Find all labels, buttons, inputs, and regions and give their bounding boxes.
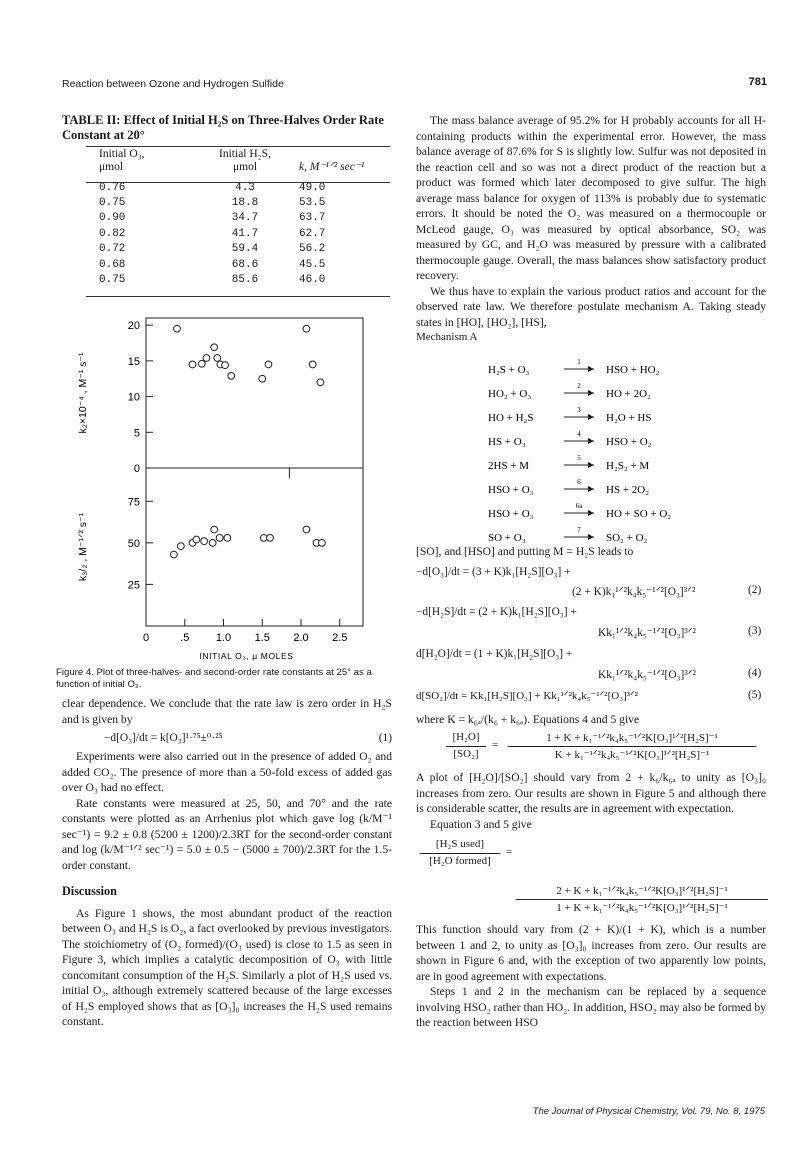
data-point-k32 <box>319 539 326 546</box>
arrow-head <box>588 462 594 468</box>
arrow-head <box>588 534 594 540</box>
y-tick-label: 75 <box>127 496 140 509</box>
left-para-1: clear dependence. We conclude that the rate law is zero order in H₂S and is given by <box>62 697 392 726</box>
step-number: 6a <box>575 502 583 510</box>
table-row <box>93 272 399 287</box>
data-point-k2 <box>214 355 221 362</box>
table-cell: 41.7 <box>231 227 259 240</box>
table-cell: 0.72 <box>99 243 126 256</box>
table-cell: 4.3 <box>235 181 255 194</box>
table-cell: 34.7 <box>231 212 259 225</box>
data-point-k2 <box>189 361 196 368</box>
table-cell: 0.68 <box>99 258 126 271</box>
table-cell: 59.4 <box>231 243 259 256</box>
arrow-head <box>588 366 594 372</box>
mechanism-reactants: 2HS + M <box>488 460 530 472</box>
data-point-k32 <box>303 526 310 533</box>
mechanism-reactants: HSO + O₃ <box>488 484 534 496</box>
table-row <box>93 257 399 272</box>
data-point-k2 <box>303 325 310 332</box>
left-para-2: Experiments were also carried out in the presence of added O₂ and added CO₂. The presence of more than a 50-fold excess of added gas over O₃ had no effect. <box>62 750 392 794</box>
x-axis-label: INITIAL O₃, μ MOLES <box>199 651 294 661</box>
mechanism-products: HO + 2O₂ <box>606 388 651 400</box>
table-mid-rule <box>86 182 390 183</box>
x-tick-label: 1.5 <box>254 632 270 644</box>
table-row <box>93 195 399 210</box>
col-head-h2s: Initial H₂S, μmol <box>219 148 271 173</box>
table-cell: 49.0 <box>299 181 326 194</box>
mechanism-products: HS + 2O₂ <box>606 484 650 496</box>
y-axis-label-k32: k₃/₂ , M⁻¹ᐟ² s⁻¹ <box>77 512 89 582</box>
data-point-k2 <box>265 361 272 368</box>
y-tick-label: 50 <box>127 537 140 550</box>
table-cell: 0.90 <box>99 212 126 225</box>
left-column <box>62 696 392 1030</box>
mechanism-products: H₂O + HS <box>606 412 652 424</box>
equation-3-line1: −d[H₂S]/dt = (2 + K)k₁[H₂S][O₃] + <box>416 606 577 618</box>
right-para-6: This function should vary from (2 + K)/(1 + K), which is a number between 1 and 2, to unity as [O₃]₀ increases from zero. Our results are shown in Figure 6 and, with the exception of two apparently low points, are in good agreement with expectations. Steps 1 and 2 in the mechanism can be replaced by a sequence involving HSO₂ rather than HO₂. In addition, HSO₂ may also be formed by the reaction between HSO <box>416 923 766 1029</box>
data-point-k2 <box>222 362 229 369</box>
y-tick-label: 15 <box>127 355 140 368</box>
section-heading: Discussion <box>62 884 117 898</box>
table-title: TABLE II: Effect of Initial H₂S on Three-Halves Order Rate Constant at 20° <box>62 113 384 142</box>
arrow-head <box>588 390 594 396</box>
equation-5-number: (5) <box>748 689 762 701</box>
data-point-k32 <box>267 534 274 541</box>
mechanism-products: SO₂ + O₂ <box>606 532 648 544</box>
equation-3-number: (3) <box>748 625 762 637</box>
table-cell: 0.82 <box>99 227 126 240</box>
equation-2-line1: −d[O₃]/dt = (3 + K)k₁[H₂S][O₃] + <box>416 566 571 578</box>
page-number: 781 <box>748 76 767 88</box>
data-point-k32 <box>177 543 184 550</box>
table-cell: 0.75 <box>99 274 126 287</box>
left-para-3: Rate constants were measured at 25, 50, and 70° and the rate constants were plotted as an Arrhenius plot which gave log (k/M⁻¹ sec⁻¹) = 9.2 ± 0.8 (5200 ± 1200)/2.3RT for the second-order constant and log (k/M⁻¹ᐟ² sec⁻¹) = 5.0 ± 0.5 − (5000 ± 700)/2.3RT for the 1.5-order constant. <box>62 796 392 872</box>
table-bottom-rule <box>86 296 390 297</box>
right-para-4: where K = k₆ₐ/(k₆ + k₆ₐ). Equations 4 and 5 give <box>416 713 640 726</box>
step-number: 2 <box>577 382 581 390</box>
data-point-k32 <box>201 538 208 545</box>
x-tick-label: 0 <box>142 632 150 644</box>
y-tick-label: 5 <box>133 427 140 440</box>
data-point-k2 <box>228 372 235 379</box>
table-cell: 63.7 <box>299 212 326 225</box>
mechanism-products: HO + SO + O₂ <box>606 508 672 520</box>
x-tick-label: 2.0 <box>293 632 309 644</box>
table-cell: 46.0 <box>299 274 326 287</box>
equation-5: d[SO₂]/dt = Kk₁[H₂S][O₃] + Kk₁¹ᐟ²k₄k₅⁻¹ᐟ²[O₃]³ᐟ² <box>416 690 638 702</box>
equation-4-line2: Kk₁¹ᐟ²k₄k₅⁻¹ᐟ²[O₃]³ᐟ² <box>598 669 696 681</box>
x-tick-label: .5 <box>180 632 190 644</box>
mechanism-products: H₂S₂ + M <box>606 460 650 472</box>
arrow-head <box>588 486 594 492</box>
mechanism-reactants: SO + O₃ <box>488 532 526 544</box>
journal-footer: The Journal of Physical Chemistry, Vol. 79, No. 8, 1975 <box>532 1106 765 1117</box>
right-column-top <box>416 113 766 346</box>
y-tick-label: 25 <box>127 579 140 592</box>
equation-1: −d[O₃]/dt = k[O₃]¹·⁷⁵±⁰·²⁵ (1) <box>104 732 392 744</box>
mechanism-reactants: HO₂ + O₃ <box>488 388 532 400</box>
col-head-o3: Initial O₃, μmol <box>99 148 145 173</box>
data-point-k2 <box>259 375 266 382</box>
mechanism-reactants: HO + H₂S <box>488 412 534 424</box>
table-cell: 53.5 <box>299 197 326 210</box>
data-point-k32 <box>224 534 231 541</box>
plot-frame <box>146 318 363 626</box>
table-cell: 0.75 <box>99 197 126 210</box>
step-number: 5 <box>577 454 581 462</box>
table-cell: 45.5 <box>299 258 326 271</box>
table-row <box>93 211 399 226</box>
y-tick-label: 0 <box>133 463 140 475</box>
mechanism-reactants: H₂S + O₃ <box>488 364 530 376</box>
data-point-k32 <box>193 536 200 543</box>
x-tick-label: 2.5 <box>332 632 348 644</box>
data-point-k32 <box>171 551 178 558</box>
equation-3-line2: Kk₁¹ᐟ²k₄k₅⁻¹ᐟ²[O₃]³ᐟ² <box>598 627 696 639</box>
data-point-k2 <box>174 325 181 332</box>
table-cell: 0.76 <box>99 181 126 194</box>
mechanism-products: HSO + O₂ <box>606 436 652 448</box>
mechanism-reactants: HSO + O₃ <box>488 508 534 520</box>
data-point-k2 <box>203 355 210 362</box>
right-para-5: A plot of [H₂O]/[SO₂] should vary from 2 + k₆/k₆ₐ to unity as [O₃]₀ increases from zero. Our results are shown in Figure 5 and although there is considerable scatter, the results are in agreement with expectation. Equation 3 and 5 give <box>416 771 766 831</box>
equation-2-line2: (2 + K)k₁¹ᐟ²k₄k₅⁻¹ᐟ²[O₃]³ᐟ² <box>572 586 696 598</box>
right-para-3: [SO], and [HSO] and putting M = H₂S leads to <box>416 545 634 558</box>
table-row <box>93 242 399 257</box>
data-point-k2 <box>198 360 205 367</box>
table-top-rule <box>86 146 390 147</box>
x-tick-label: 1.0 <box>215 632 232 644</box>
arrow-head <box>588 438 594 444</box>
figure-4-chart <box>56 308 396 663</box>
data-point-k32 <box>216 534 223 541</box>
step-number: 3 <box>577 406 581 414</box>
y-tick-label: 20 <box>127 320 140 333</box>
table-cell: 62.7 <box>299 227 326 240</box>
figure-caption: Figure 4. Plot of three-halves- and second-order rate constants at 25° as a function of initial O₃. <box>56 667 372 690</box>
equation-4-line1: d[H₂O]/dt = (1 + K)k₁[H₂S][O₃] + <box>416 648 573 660</box>
y-tick-label: 10 <box>127 391 140 404</box>
equation-4-number: (4) <box>748 667 762 679</box>
step-number: 7 <box>577 526 581 534</box>
table-cell: 85.6 <box>231 274 259 287</box>
table-cell: 56.2 <box>299 243 326 256</box>
y-axis-label-k2: k₂×10⁻⁴ , M⁻¹ s⁻¹ <box>77 352 89 434</box>
running-title: Reaction between Ozone and Hydrogen Sulfide <box>62 78 284 90</box>
table-ii <box>93 148 399 288</box>
data-point-k2 <box>309 361 316 368</box>
data-point-k2 <box>317 379 324 386</box>
mechanism-title: Mechanism A <box>416 331 478 343</box>
arrow-head <box>588 510 594 516</box>
step-number: 6 <box>577 478 581 486</box>
arrow-head <box>588 414 594 420</box>
table-row <box>93 226 399 241</box>
mechanism-reactants: HS + O₃ <box>488 436 526 448</box>
data-point-k32 <box>209 539 216 546</box>
step-number: 4 <box>577 430 581 438</box>
data-point-k32 <box>211 526 218 533</box>
left-para-4: As Figure 1 shows, the most abundant product of the reaction between O₃ and H₂S is O₂, a fact overlooked by previous investigators. The stoichiometry of (O₂ formed)/(O₃ used) is close to 1.5 as seen in Figure 3, which implies a catalytic decomposition of O₃ with little concomitant consumption of the H₂S. Similarly a plot of H₂S used vs. initial O₃, although extremely scattered because of the large excesses of H₂S employed shows that as [O₃]₀ increases the H₂S used remains constant. <box>62 906 392 1028</box>
mechanism-a <box>488 356 728 548</box>
mechanism-products: HSO + HO₂ <box>606 364 660 376</box>
data-point-k2 <box>211 344 218 351</box>
equation-2-number: (2) <box>748 584 762 596</box>
right-para-2: We thus have to explain the various product ratios and account for the observed rate law. We therefore postulate mechanism A. Taking steady states in [HO], [HO₂], [HS], <box>416 284 766 329</box>
col-head-k: k, M⁻¹ᐟ² sec⁻¹ <box>299 161 365 173</box>
table-cell: 68.6 <box>231 258 259 271</box>
table-cell: 18.8 <box>231 197 259 210</box>
right-para-1: The mass balance average of 95.2% for H probably accounts for all H-containing products within the experimental error. However, the mass balance average of 87.6% for S is slightly low. Sulfur was not deposited in the reaction cell and so was not a direct product of the reaction but a product was formed which later decomposed to give sulfur. The high average mass balance for oxygen of 113% is probably due to systematic errors. It should be noted the O₂ was measured on a thermocouple or McLeod gauge, O₃ was measured by optical absorbance, SO₂ was measured by GC, and H₂O was measured by pressure with a calibrated thermocouple gauge. Overall, the mass balances show satisfactory product recovery. <box>416 114 766 282</box>
step-number: 1 <box>577 358 581 366</box>
